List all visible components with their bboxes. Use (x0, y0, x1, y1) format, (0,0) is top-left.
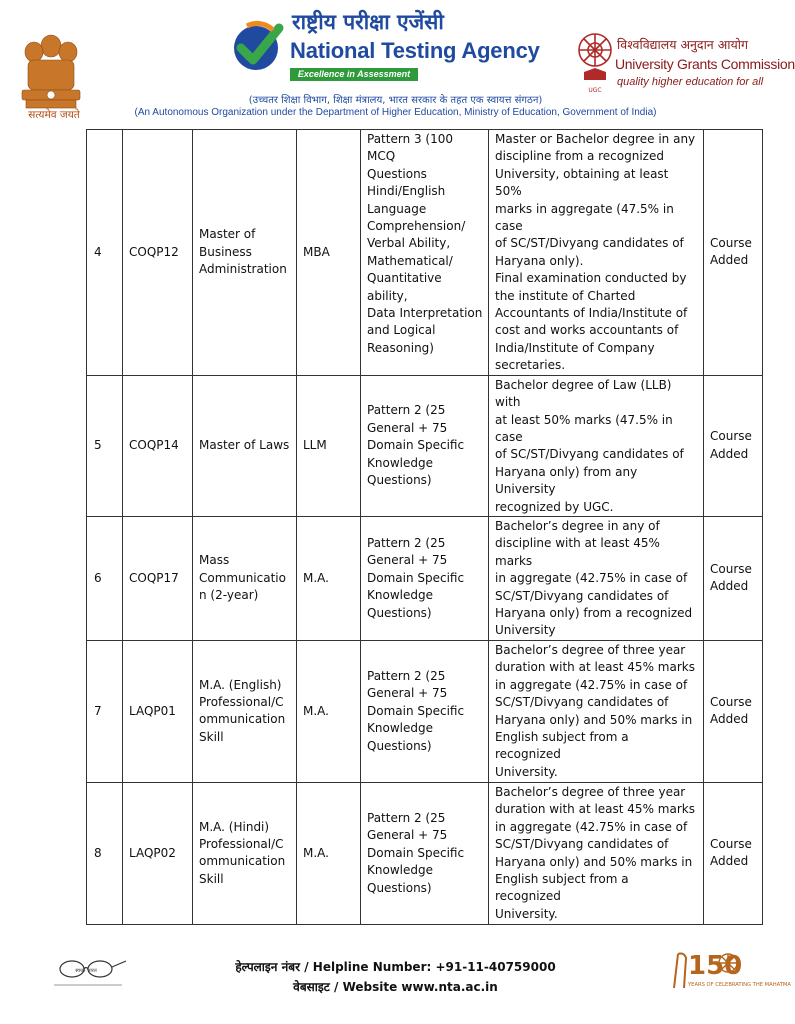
course-status: Course Added (704, 130, 763, 376)
hindi-org-subtitle: (उच्चतर शिक्षा विभाग, शिक्षा मंत्रालय, भारत सरकार के तहत एक स्वायत्त संगठन) (248, 95, 543, 106)
course-status: Course Added (704, 782, 763, 924)
eligibility-criteria: Bachelor degree of Law (LLB) with at least 50% marks (47.5% in case of SC/ST/Divyang candidates of Haryana only) from any University recognized by UGC. (489, 375, 704, 516)
courses-table (86, 129, 763, 925)
course-code: COQP14 (123, 375, 193, 516)
mahatma-caption: YEARS OF CELEBRATING THE MAHATMA (688, 982, 791, 988)
mahatma-years: 150 (688, 951, 743, 981)
course-code: COQP17 (123, 516, 193, 640)
eligibility-criteria: Bachelor’s degree of three year duration with at least 45% marks in aggregate (42.75% in case of SC/ST/Divyang candidates of Haryana only) and 50% marks in English subject from a recognized University. (489, 782, 704, 924)
serial-number: 7 (87, 640, 123, 782)
serial-number: 5 (87, 375, 123, 516)
serial-number: 4 (87, 130, 123, 376)
course-status: Course Added (704, 640, 763, 782)
program-name: Master of Laws (193, 375, 297, 516)
test-pattern: Pattern 2 (25 General + 75 Domain Specific Knowledge Questions) (361, 516, 489, 640)
program-name: Master of Business Administration (193, 130, 297, 376)
english-org-subtitle: (An Autonomous Organization under the Department of Higher Education, Ministry of Education, Government of India) (134, 107, 657, 118)
degree-abbr: M.A. (297, 640, 361, 782)
degree-abbr: M.A. (297, 782, 361, 924)
test-pattern: Pattern 2 (25 General + 75 Domain Specific Knowledge Questions) (361, 375, 489, 516)
degree-abbr: M.A. (297, 516, 361, 640)
table-row (87, 516, 763, 640)
program-name: M.A. (Hindi) Professional/C ommunication Skill (193, 782, 297, 924)
course-code: LAQP01 (123, 640, 193, 782)
mahatma-150-years-logo (664, 944, 791, 1004)
program-name: Mass Communicatio n (2-year) (193, 516, 297, 640)
degree-abbr: LLM (297, 375, 361, 516)
eligibility-criteria: Master or Bachelor degree in any discipline from a recognized University, obtaining at least 50% marks in aggregate (47.5% in case of SC/ST/Divyang candidates of Haryana only). Final examination conducted by the institute of Charted Accountants of India/Institute of cost and works accountants of India/Institute of Company secretaries. (489, 130, 704, 376)
nta-hindi-title: राष्ट्रीय परीक्षा एजेंसी (292, 10, 444, 34)
program-name: M.A. (English) Professional/C ommunication Skill (193, 640, 297, 782)
course-code: COQP12 (123, 130, 193, 376)
test-pattern: Pattern 3 (100 MCQ Questions Hindi/English Language Comprehension/ Verbal Ability, Mathematical/ Quantitative ability, Data Interpretation and Logical Reasoning) (361, 130, 489, 376)
degree-abbr: MBA (297, 130, 361, 376)
eligibility-criteria: Bachelor’s degree of three year duration with at least 45% marks in aggregate (42.75% in case of SC/ST/Divyang candidates of Haryana only) and 50% marks in English subject from a recognized University. (489, 640, 704, 782)
nta-english-title: National Testing Agency (290, 38, 540, 63)
helpline-number: हेल्पलाइन नंबर / Helpline Number: +91-11-40759000 (235, 960, 556, 974)
emblem-motto: सत्यमेव जयते (28, 109, 80, 121)
course-code: LAQP02 (123, 782, 193, 924)
ugc-english-title: University Grants Commission (615, 56, 795, 72)
svg-text:UGC: UGC (588, 87, 602, 94)
website-link[interactable]: वेबसाइट / Website www.nta.ac.in (293, 980, 498, 994)
course-status: Course Added (704, 375, 763, 516)
swachh-text: स्वच्छ भारत (75, 968, 97, 974)
test-pattern: Pattern 2 (25 General + 75 Domain Specific Knowledge Questions) (361, 782, 489, 924)
serial-number: 8 (87, 782, 123, 924)
ugc-hindi-title: विश्वविद्यालय अनुदान आयोग (617, 37, 749, 52)
nta-checkmark-logo (229, 18, 285, 74)
nta-tagline: Excellence in Assessment (290, 68, 418, 81)
ugc-logo-icon (576, 28, 614, 98)
test-pattern: Pattern 2 (25 General + 75 Domain Specific Knowledge Questions) (361, 640, 489, 782)
table-row (87, 375, 763, 516)
eligibility-criteria: Bachelor’s degree in any of discipline with at least 45% marks in aggregate (42.75% in case of SC/ST/Divyang candidates of Haryana only) from a recognized University (489, 516, 704, 640)
course-status: Course Added (704, 516, 763, 640)
table-row (87, 640, 763, 782)
serial-number: 6 (87, 516, 123, 640)
table-row (87, 782, 763, 924)
table-row (87, 130, 763, 376)
ugc-tagline: quality higher education for all (617, 76, 764, 88)
